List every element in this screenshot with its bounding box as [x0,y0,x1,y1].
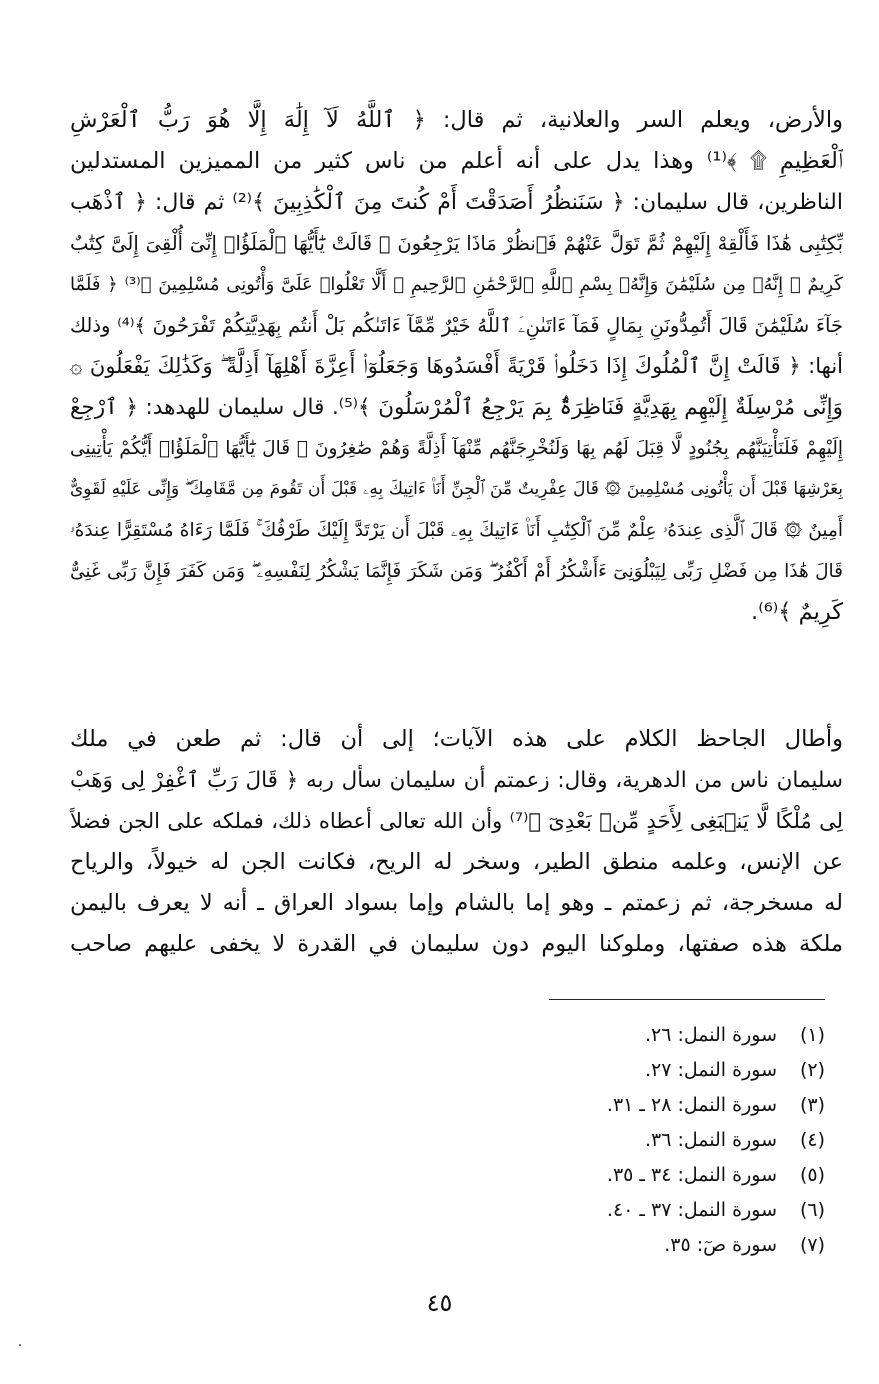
text-line: وأطال الجاحظ الكلام على هذه الآيات؛ إلى أن قال: ثم طعن في ملك [70,726,843,752]
footnote-text: سورة النمل: ٣٧ ـ ٤٠. [606,1199,777,1221]
footnote-item [525,1158,825,1193]
scan-speck [19,1344,21,1346]
footnote-number: (٦) [799,1199,825,1221]
text-line: بِّكِتَٰبِى هَٰذَا فَأَلْقِهْ إِلَيْهِمْ ثُمَّ تَوَلَّ عَنْهُمْ فَٱنظُرْ مَاذَا يَرْجِعُونَ ۞ قَالَتْ يَٰٓأَيُّهَا ٱلْمَلَؤُا۟ إِنِّىٓ أُلْقِىَ إِلَىَّ كِتَٰبٌ [70,232,843,255]
footnote-number: (٥) [799,1164,825,1186]
text-line: أنها: ﴿ قَالَتْ إِنَّ ٱلْمُلُوكَ إِذَا دَخَلُوا۟ قَرْيَةً أَفْسَدُوهَا وَجَعَلُوٓا۟ أَعِزَّةَ أَهْلِهَآ أَذِلَّةً ۖ وَكَذَٰلِكَ يَفْعَلُونَ ۞ [70,354,843,378]
paragraph-jahiz-discussion [70,719,843,965]
footnote-number: (٧) [799,1234,825,1256]
footnote-item [525,1123,825,1158]
text-line: ٱلْعَظِيمِ ۩ ﴾⁽¹⁾ وهذا يدل على أنه أعلم من ناس كثير من المميزين المستدلين [70,148,843,174]
footnote-number: (٤) [799,1129,825,1151]
footnote-number: (١) [799,1024,825,1046]
footnote-item [525,1053,825,1088]
footnote-number: (٣) [799,1094,825,1116]
footnote-item [525,1193,825,1228]
text-line: له مسخرجة، ثم زعمتم ـ وهو إما بالشام وإما بسواد العراق ـ أنه لا يعرف باليمن [70,890,843,916]
footnote-text: سورة النمل: ٢٧. [645,1059,777,1081]
text-line: الناظرين، قال سليمان: ﴿ سَنَنظُرُ أَصَدَقْتَ أَمْ كُنتَ مِنَ ٱلْكَٰذِبِينَ ﴾⁽²⁾ ثم قال: ﴿ ٱذْهَب [70,190,843,215]
footnote-item [525,1018,825,1053]
footnote-separator [549,999,825,1000]
text-line: بِعَرْشِهَا قَبْلَ أَن يَأْتُونِى مُسْلِمِينَ ۞ قَالَ عِفْرِيتٌ مِّنَ ٱلْجِنِّ أَنَا۠ ءَاتِيكَ بِهِۦ قَبْلَ أَن تَقُومَ مِن مَّقَامِكَ ۖ وَإِنِّى عَلَيْهِ لَقَوِىٌّ [70,479,843,499]
footnote-item [525,1088,825,1123]
footnote-number: (٢) [799,1059,825,1081]
text-line: لِى مُلْكًا لَّا يَنۢبَغِى لِأَحَدٍ مِّنۢ بَعْدِىٓ ﴾⁽⁷⁾ وأن الله تعالى أعطاه ذلك، فملكه على الجن فضلاً [70,809,843,833]
page-number: ٤٥ [426,1289,453,1317]
paragraph-quran-narrative [70,100,843,633]
footnote-item [525,1228,825,1263]
text-line: أَمِينٌ ۞ قَالَ ٱلَّذِى عِندَهُۥ عِلْمٌ مِّنَ ٱلْكِتَٰبِ أَنَا۠ ءَاتِيكَ بِهِۦ قَبْلَ أَن يَرْتَدَّ إِلَيْكَ طَرْفُكَ ۚ فَلَمَّا رَءَاهُ مُسْتَقِرًّا عِندَهُۥ [70,520,843,541]
text-line: قَالَ هَٰذَا مِن فَضْلِ رَبِّى لِيَبْلُوَنِىٓ ءَأَشْكُرُ أَمْ أَكْفُرُ ۖ وَمَن شَكَرَ فَإِنَّمَا يَشْكُرُ لِنَفْسِهِۦ ۖ وَمَن كَفَرَ فَإِنَّ رَبِّى غَنِىٌّ [70,561,843,582]
text-line: جَآءَ سُلَيْمَٰنَ قَالَ أَتُمِدُّونَنِ بِمَالٍ فَمَآ ءَاتَىٰنِۦَ ٱللَّهُ خَيْرٌ مِّمَّآ ءَاتَىٰكُم بَلْ أَنتُم بِهَدِيَّتِكُمْ تَفْرَحُونَ ﴾⁽⁴⁾ وذلك [70,314,843,337]
footnote-text: سورة صٓ: ٣٥. [664,1234,777,1256]
text-line: ملكة هذه صفتها، وملوكنا اليوم دون سليمان في القدرة لا يخفى عليهم صاحب [70,931,843,957]
footnote-text: سورة النمل: ٣٤ ـ ٣٥. [606,1164,777,1186]
footnotes-list [525,1018,825,1263]
footnote-text: سورة النمل: ٣٦. [645,1129,777,1151]
footnote-text: سورة النمل: ٢٨ ـ ٣١. [606,1094,777,1116]
text-line: كَرِيمٌ ﴾⁽⁶⁾. [751,599,843,625]
text-line: والأرض، ويعلم السر والعلانية، ثم قال: ﴿ ٱللَّهُ لَآ إِلَٰهَ إِلَّا هُوَ رَبُّ ٱلْعَرْشِ [70,107,843,133]
text-line: كَرِيمٌ ۞ إِنَّهُۥ مِن سُلَيْمَٰنَ وَإِنَّهُۥ بِسْمِ ٱللَّهِ ٱلرَّحْمَٰنِ ٱلرَّحِيمِ ۞ أَلَّا تَعْلُوا۟ عَلَىَّ وَأْتُونِى مُسْلِمِينَ ﴾⁽³⁾ ﴿ فَلَمَّا [70,274,843,295]
text-line: وَإِنِّى مُرْسِلَةٌ إِلَيْهِم بِهَدِيَّةٍ فَنَاظِرَةٌۢ بِمَ يَرْجِعُ ٱلْمُرْسَلُونَ ﴾⁽⁵⁾. قال سليمان للهدهد: ﴿ ٱرْجِعْ [70,395,843,420]
footnote-text: سورة النمل: ٢٦. [645,1024,777,1046]
text-line: سليمان ناس من الدهرية، وقال: زعمتم أن سليمان سأل ربه ﴿ قَالَ رَبِّ ٱغْفِرْ لِى وَهَبْ [70,768,843,793]
text-line: عن الإنس، وعلمه منطق الطير، وسخر له الريح، فكانت الجن له خيولاً، والرياح [70,849,843,875]
text-line: إِلَيْهِمْ فَلَنَأْتِيَنَّهُم بِجُنُودٍ لَّا قِبَلَ لَهُم بِهَا وَلَنُخْرِجَنَّهُم مِّنْهَآ أَذِلَّةً وَهُمْ صَٰغِرُونَ ۞ قَالَ يَٰٓأَيُّهَا ٱلْمَلَؤُا۟ أَيُّكُمْ يَأْتِينِى [70,438,843,459]
